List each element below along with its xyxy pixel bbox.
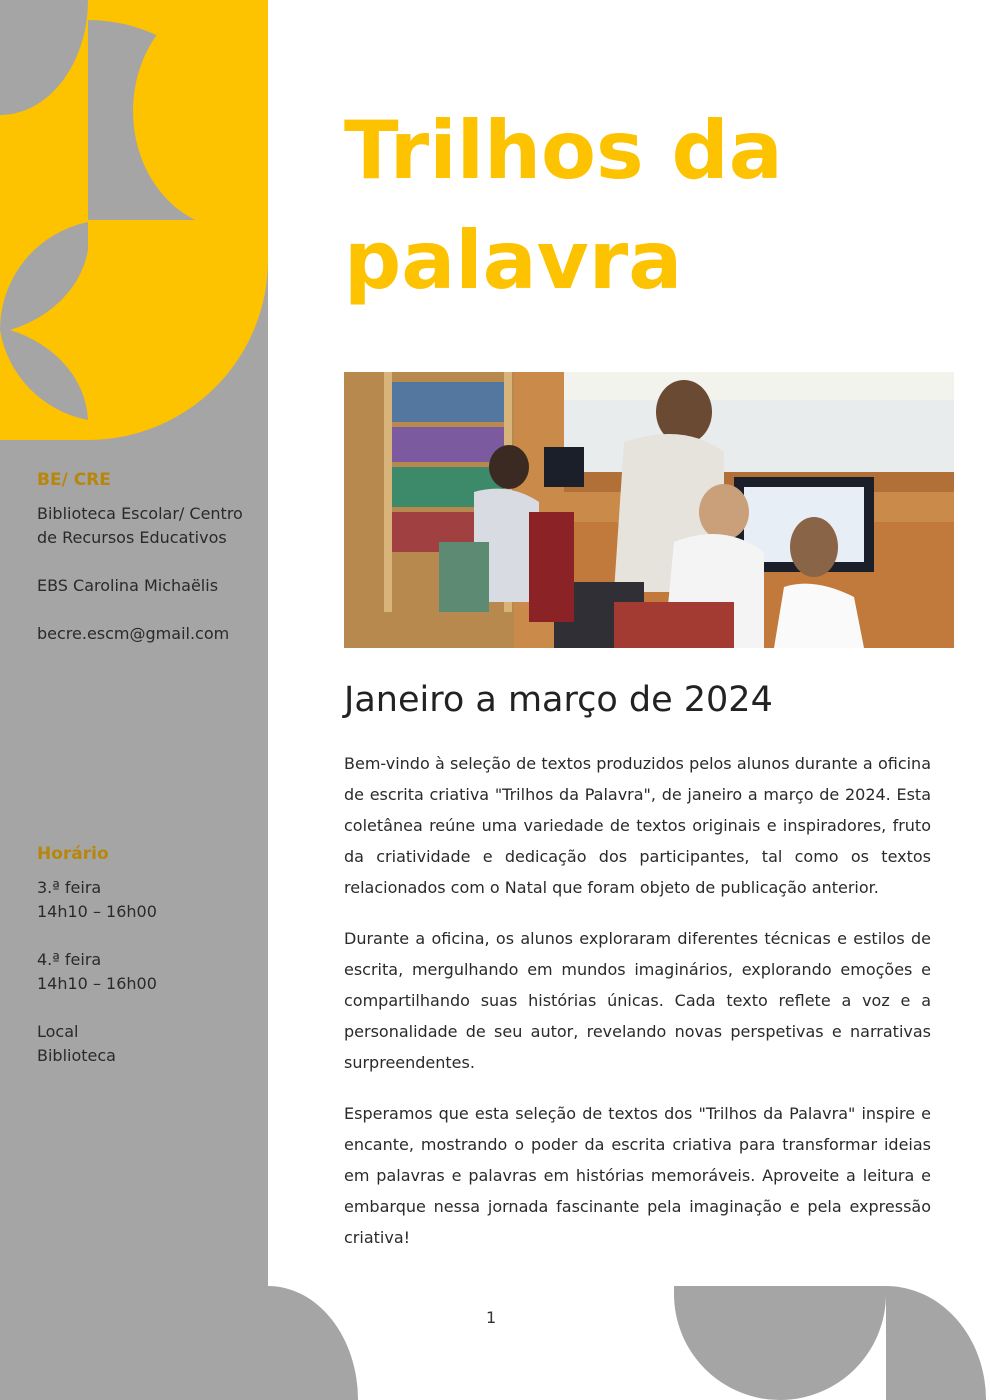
location-value: Biblioteca [37, 1046, 116, 1065]
location-entry [37, 1020, 265, 1068]
contact-heading: BE/ CRE [37, 470, 111, 490]
schedule-day: 3.ª feira [37, 878, 102, 897]
decorative-shapes-bottom-right [674, 1286, 990, 1400]
photo-illustration [344, 372, 954, 648]
schedule-section [37, 844, 265, 1092]
paragraph: Durante a oficina, os alunos exploraram diferentes técnicas e estilos de escrita, mergulhando em mundos imaginários, explorando emoções e compartilhando suas histórias únicas. Cada texto reflete a voz e a personalidade de seu autor, revelando novas perspetivas e narrativas surpreendentes. [344, 929, 931, 1072]
paragraph: Bem-vindo à seleção de textos produzidos pelos alunos durante a oficina de escrita criativa "Trilhos da Palavra", de janeiro a março de 2024. Esta coletânea reúne uma variedade de textos originais e inspiradores, fruto da criatividade e dedicação dos participantes, tal como os textos relacionados com o Natal que foram objeto de publicação anterior. [344, 754, 931, 897]
schedule-time: 14h10 – 16h00 [37, 974, 157, 993]
organization-name: Biblioteca Escolar/ Centro de Recursos Educativos [37, 504, 243, 547]
page-number: 1 [486, 1308, 497, 1327]
contact-section [37, 470, 265, 670]
library-photo [344, 372, 954, 648]
school-name: EBS Carolina Michaëlis [37, 576, 219, 595]
decorative-shapes-top [0, 0, 268, 440]
page-title: Trilhos da palavra [344, 104, 783, 307]
email-address: becre.escm@gmail.com [37, 624, 230, 643]
decorative-quarter-circle-left [268, 1286, 360, 1400]
body-text [344, 748, 931, 1273]
sidebar [0, 0, 268, 1400]
schedule-day: 4.ª feira [37, 950, 102, 969]
schedule-entry-2 [37, 948, 265, 996]
date-heading: Janeiro a março de 2024 [344, 680, 773, 720]
schedule-entry-1 [37, 876, 265, 924]
schedule-time: 14h10 – 16h00 [37, 902, 157, 921]
location-label: Local [37, 1022, 79, 1041]
paragraph: Esperamos que esta seleção de textos dos "Trilhos da Palavra" inspire e encante, mostrando o poder da escrita criativa para transformar ideias em palavras e palavras em histórias memoráveis. Aproveite a leitura e embarque nessa jornada fascinante pela imaginação e pela expressão criativa! [344, 1104, 931, 1247]
schedule-heading: Horário [37, 844, 109, 864]
